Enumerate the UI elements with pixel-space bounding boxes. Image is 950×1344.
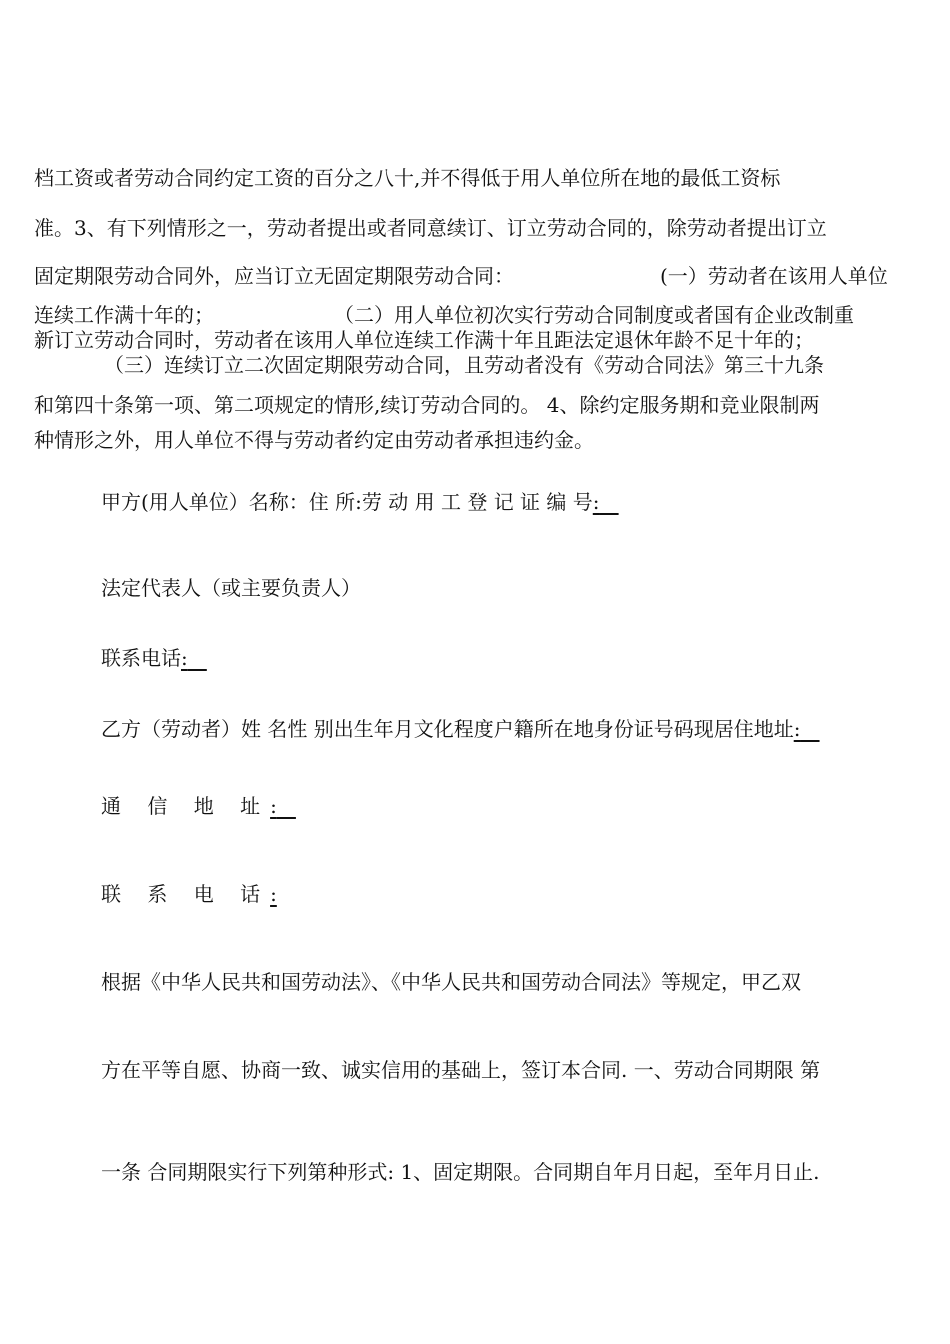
party-b-info-line: [101, 719, 820, 739]
party-b-phone-colon: :: [270, 882, 277, 906]
party-a-phone-label: 联系电话: [101, 646, 181, 670]
party-a-reg-colon: :: [592, 490, 600, 514]
para-line-3b: (一）劳动者在该用人单位: [660, 264, 888, 288]
body-line-1: 根据《中华人民共和国劳动法》、《中华人民共和国劳动合同法》等规定，甲乙双: [101, 970, 801, 994]
party-a-phone-line: [101, 648, 207, 668]
para-line-3a: 固定期限劳动合同外，应当订立无固定期限劳动合同：: [34, 264, 514, 288]
party-a-reg-label: :劳 动 用 工 登 记 证 编 号: [355, 490, 593, 514]
party-b-info-colon: :: [793, 717, 801, 741]
para-line-4a: 连续工作满十年的；: [34, 303, 214, 327]
party-a-reg-field[interactable]: [593, 490, 619, 514]
party-a-phone-field[interactable]: [181, 646, 207, 670]
para-line-4b: （二）用人单位初次实行劳动合同制度或者国有企业改制重: [334, 303, 854, 327]
para-line-8: 种情形之外，用人单位不得与劳动者约定由劳动者承担违约金。: [34, 428, 594, 452]
party-b-mail-line: [101, 796, 296, 816]
party-b-mail-label: 通 信 地 址: [101, 794, 271, 818]
party-b-phone-label: 联 系 电 话: [101, 882, 271, 906]
body-line-2: 方在平等自愿、协商一致、诚实信用的基础上，签订本合同. 一、劳动合同期限 第: [101, 1058, 821, 1082]
party-a-name-line: [101, 492, 619, 512]
party-b-address-field[interactable]: [794, 717, 820, 741]
para-line-5: 新订立劳动合同时，劳动者在该用人单位连续工作满十年且距法定退休年龄不足十年的；: [34, 328, 814, 352]
party-a-phone-colon: :: [181, 646, 188, 670]
party-b-phone-field[interactable]: [270, 882, 277, 906]
para-line-6: （三）连续订立二次固定期限劳动合同，且劳动者没有《劳动合同法》第三十九条: [104, 353, 824, 377]
body-line-3: 一条 合同期限实行下列第种形式: 1、固定期限。合同期自年月日起，至年月日止.: [101, 1160, 820, 1184]
party-b-phone-line: [101, 884, 277, 904]
para-line-2: 准。3、有下列情形之一，劳动者提出或者同意续订、订立劳动合同的，除劳动者提出订立: [34, 216, 827, 240]
party-b-info-label: 乙方（劳动者）姓 名性 别出生年月文化程度户籍所在地身份证号码现居住地址: [101, 717, 794, 741]
para-line-1: 档工资或者劳动合同约定工资的百分之八十,并不得低于用人单位所在地的最低工资标: [34, 166, 781, 190]
para-line-7: 和第四十条第一项、第二项规定的情形,续订劳动合同的。 4、除约定服务期和竞业限制两: [34, 393, 820, 417]
party-a-name-label: 甲方(用人单位）名称：住 所: [101, 490, 356, 514]
party-b-mail-colon: :: [270, 794, 277, 818]
party-a-representative: 法定代表人（或主要负责人）: [101, 576, 361, 600]
party-b-mail-field[interactable]: [270, 794, 296, 818]
